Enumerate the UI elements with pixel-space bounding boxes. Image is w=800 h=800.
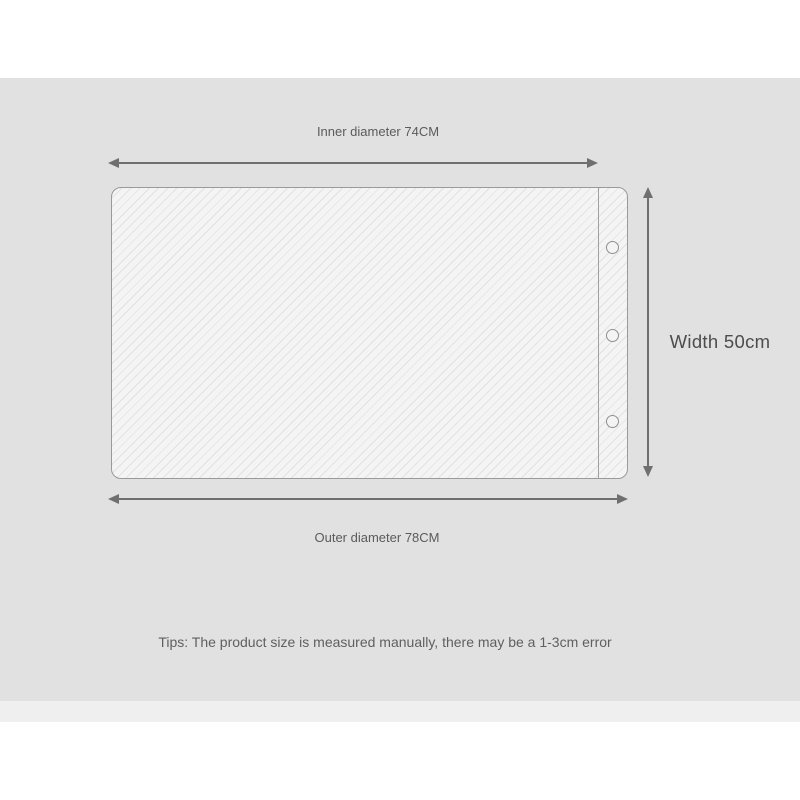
inner-diameter-arrow — [108, 157, 598, 169]
seam-line — [598, 188, 599, 478]
arrow-shaft — [116, 162, 590, 164]
arrowhead-down-icon — [643, 466, 653, 477]
grommet-hole — [606, 241, 619, 254]
outer-diameter-label: Outer diameter 78CM — [314, 530, 440, 545]
arrow-shaft — [647, 195, 649, 469]
arrowhead-right-icon — [617, 494, 628, 504]
arrowhead-up-icon — [643, 187, 653, 198]
mat-outline — [111, 187, 628, 479]
grommet-hole — [606, 415, 619, 428]
tips-note: Tips: The product size is measured manually, there may be a 1-3cm error — [158, 634, 612, 650]
inner-diameter-label: Inner diameter 74CM — [316, 124, 440, 139]
grommet-hole — [606, 329, 619, 342]
arrowhead-right-icon — [587, 158, 598, 168]
arrowhead-left-icon — [108, 494, 119, 504]
width-arrow — [642, 187, 654, 477]
arrowhead-left-icon — [108, 158, 119, 168]
outer-diameter-arrow — [108, 493, 628, 505]
product-size-panel — [0, 78, 800, 701]
arrow-shaft — [116, 498, 620, 500]
width-label: Width 50cm — [669, 331, 771, 352]
section-divider — [0, 701, 800, 722]
